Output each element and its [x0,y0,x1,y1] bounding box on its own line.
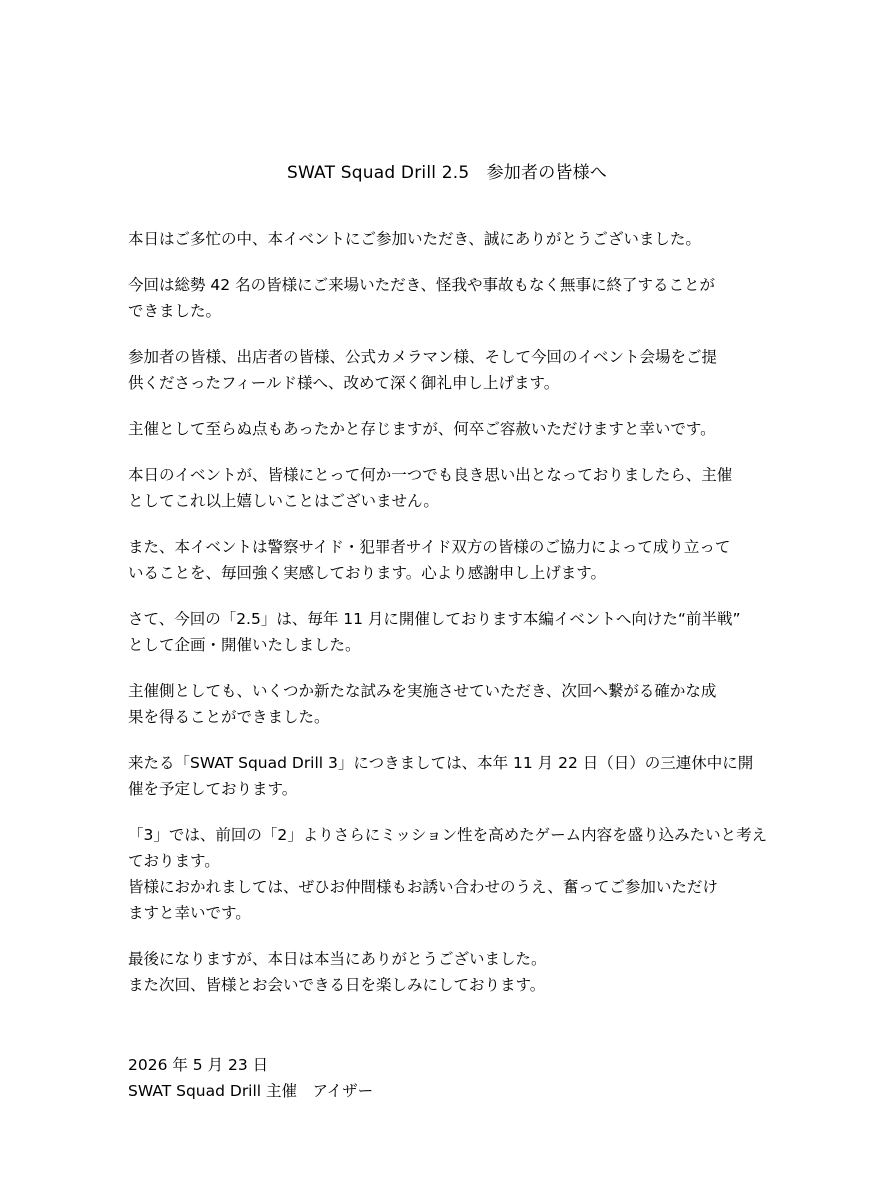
paragraph-line: 最後になりますが、本日は本当にありがとうございました。 [128,950,547,968]
paragraph-line: ますと幸いです。 [128,904,251,922]
paragraph-line: として企画・開催いたしました。 [128,636,361,654]
paragraph-line: 本日はご多忙の中、本イベントにご参加いただき、誠にありがとうございました。 [128,230,701,248]
closing-signature: SWAT Squad Drill 主催 アイザー [128,1082,374,1100]
paragraph-line: 今回は総勢 42 名の皆様にご来場いただき、怪我や事故もなく無事に終了することが [128,276,715,294]
paragraph-line: 参加者の皆様、出店者の皆様、公式カメラマン様、そして今回のイベント会場をご提 [128,348,718,366]
paragraph-line: また、本イベントは警察サイド・犯罪者サイド双方の皆様のご協力によって成り立って [128,538,731,556]
paragraph [128,678,778,730]
paragraph-line: 皆様におかれましては、ぜひお仲間様もお誘い合わせのうえ、奮ってご参加いただけ [128,878,718,896]
paragraph [128,344,778,396]
closing-block [128,1052,373,1104]
paragraph [128,272,778,324]
paragraph-line: 「3」では、前回の「2」よりさらにミッション性を高めたゲーム内容を盛り込みたいと考え [128,826,768,844]
paragraph-line: 果を得ることができました。 [128,708,330,726]
paragraph [128,822,778,926]
paragraph-line: さて、今回の「2.5」は、毎年 11 月に開催しております本編イベントへ向けた“前半戦” [128,610,741,628]
paragraph-line: ております。 [128,852,220,870]
paragraph-line: 本日のイベントが、皆様にとって何か一つでも良き思い出となっておりましたら、主催 [128,466,733,484]
paragraph-line: 来たる「SWAT Squad Drill 3」につきましては、本年 11 月 22 日（日）の三連休中に開 [128,754,754,772]
paragraph-line: 催を予定しております。 [128,780,298,798]
paragraph-line: 主催として至らぬ点もあったかと存じますが、何卒ご容赦いただけますと幸いです。 [128,420,716,438]
paragraph [128,462,778,514]
paragraph-line: 供くださったフィールド様へ、改めて深く御礼申し上げます。 [128,374,560,392]
paragraph [128,416,778,442]
closing-date: 2026 年 5 月 23 日 [128,1056,269,1074]
paragraph [128,534,778,586]
paragraph [128,946,778,998]
paragraph [128,606,778,658]
paragraph-line: 主催側としても、いくつか新たな試みを実施させていただき、次回へ繋がる確かな成 [128,682,717,700]
paragraph [128,226,778,252]
paragraph-line: また次回、皆様とお会いできる日を楽しみにしております。 [128,976,546,994]
paragraph-line: できました。 [128,302,222,320]
paragraph-line: としてこれ以上嬉しいことはございません。 [128,492,439,510]
document-title: SWAT Squad Drill 2.5 参加者の皆様へ [286,163,608,183]
paragraph-line: いることを、毎回強く実感しております。心より感謝申し上げます。 [128,564,607,582]
paragraph [128,750,778,802]
letter-body [128,226,778,998]
